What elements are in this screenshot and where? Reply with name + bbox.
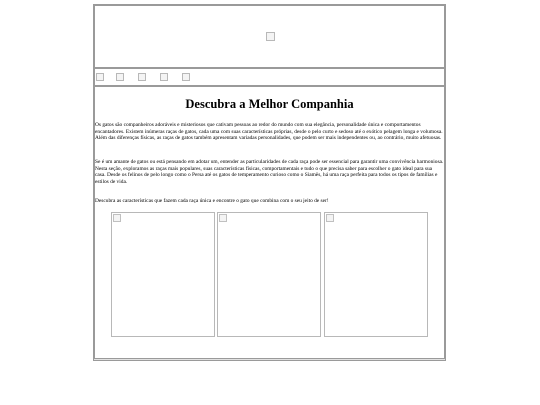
nav-image-5[interactable] [182,73,190,81]
gallery-image-3 [324,212,428,337]
header-broken-image-icon [266,32,275,41]
page-title: Descubra a Melhor Companhia [185,97,354,111]
broken-image-icon [326,214,334,222]
broken-image-icon [113,214,121,222]
nav-image-2[interactable] [116,73,124,81]
gallery-image-1 [111,212,215,337]
header-banner [94,5,445,68]
nav-image-3[interactable] [138,73,146,81]
nav-image-4[interactable] [160,73,168,81]
nav-image-1[interactable] [96,73,104,81]
closing-paragraph: Descubra as características que fazem cada raça única e encontre o gato que combina com o seu jeito de ser! [95,198,329,204]
breeds-paragraph: Se é um amante de gatos ou está pensando em adotar um, entender as particularidades de cada raça pode ser essencial para garantir uma convivência harmoniosa. Nesta seção, exploramos as raças mais populares, suas características físicas, comportamentais e tudo o que precisa saber para escolher o gato ideal para sua casa. Desde os felinos de pelo longo como o Persa até os gatos de temperamento curioso como o Siamês, há uma raça perfeita para todos os tipos de famílias e estilos de vida. [95,159,444,185]
main-content [94,86,445,359]
nav-bar [94,68,445,86]
gallery-image-2 [217,212,321,337]
broken-image-icon [219,214,227,222]
intro-paragraph: Os gatos são companheiros adoráveis e misteriosos que cativam pessoas ao redor do mundo com sua elegância, personalidade única e comportamentos encantadores. Existem inúmeras raças de gatos, cada uma com suas características próprias, desde o pelo curto e sedoso até o exótico pelagem longa e volumosa. Além das diferenças físicas, as raças de gatos também apresentam variadas personalidades, que podem ser mais independentes ou, ao contrário, muito afetuosas. [95,122,443,142]
